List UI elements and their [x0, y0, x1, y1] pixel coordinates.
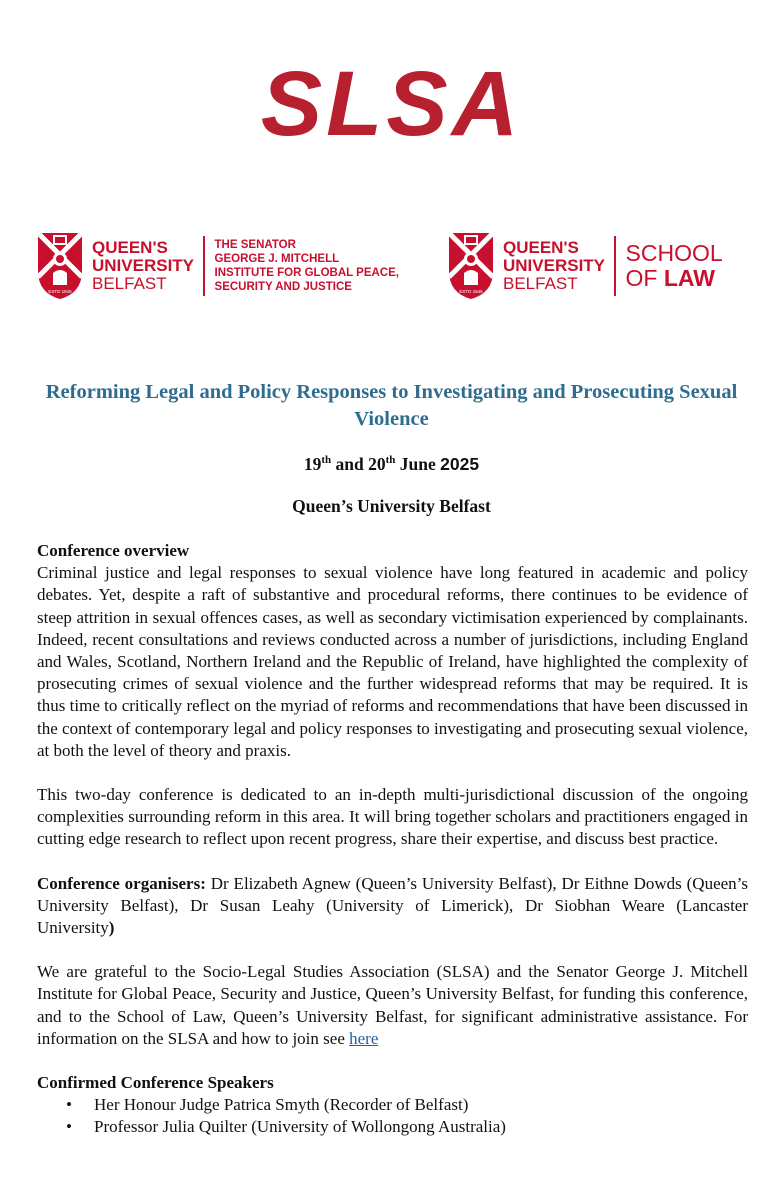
two-day-paragraph: This two-day conference is dedicated to an in-depth multi-jurisdictional discussion of the ongoing complexities surrounding reform in this area. It will bring together scholars and practitioners engaged in cutting edge research to reflect upon recent progress, share their expertise, and discuss best practice. [37, 785, 748, 849]
conference-title: Reforming Legal and Policy Responses to Investigating and Prosecuting Sexual Violence [45, 381, 738, 430]
overview-heading: Conference overview [37, 541, 190, 560]
conference-date: 19th and 20th June 2025 [303, 454, 480, 474]
speakers-list [37, 1094, 748, 1138]
qub-crest-icon [447, 231, 495, 301]
logo-divider [203, 236, 205, 296]
slsa-logo: SLSA [260, 53, 523, 155]
logo-divider [614, 236, 616, 296]
school-of-law-wordmark: SCHOOL OF LAW [625, 240, 723, 291]
list-item: • Professor Julia Quilter (University of Wollongong Australia) [94, 1116, 748, 1138]
conference-venue: Queen’s University Belfast [292, 496, 491, 516]
qub-wordmark: QUEEN'S UNIVERSITY BELFAST [503, 238, 606, 293]
organisers-paragraph: Conference organisers: Dr Elizabeth Agnew (Queen’s University Belfast), Dr Eithne Dowds (Queen’s University Belfast), Dr Susan Leahy (University of Limerick), Dr Siobhan Weare (Lancaster University) [37, 873, 748, 938]
qub-crest-icon [36, 231, 84, 301]
slsa-join-link[interactable]: here [349, 1028, 379, 1048]
mitchell-institute-wordmark: THE SENATOR GEORGE J. MITCHELL INSTITUTE FOR GLOBAL PEACE, SECURITY AND JUSTICE [214, 239, 399, 293]
svg-text:ESTD 1845: ESTD 1845 [459, 289, 483, 294]
qub-mitchell-institute-logo [36, 228, 399, 304]
organisers-heading: Conference organisers: [37, 873, 206, 893]
document-body [37, 540, 748, 1139]
overview-paragraph: Criminal justice and legal responses to sexual violence have long featured in academic and policy debates. Yet, despite a raft of substantive and procedural reforms, there continues to be evidence of steep attrition in sexual offences cases, as well as secondary victimisation experienced by complainants. Indeed, recent consultations and reviews conducted across a number of jurisdictions, including England and Wales, Scotland, Northern Ireland and the Republic of Ireland, have highlighted the complexity of prosecuting crimes of sexual violence and the further widespread reforms that may be required. It is thus time to critically reflect on the myriad of reforms and recommendations that have been discussed in the context of contemporary legal and policy responses to investigating and prosecuting sexual violence, at both the level of theory and praxis. [37, 563, 748, 760]
svg-text:ESTD 1845: ESTD 1845 [48, 289, 72, 294]
speakers-heading: Confirmed Conference Speakers [37, 1073, 274, 1093]
qub-school-of-law-logo [447, 228, 723, 304]
list-item: • Her Honour Judge Patrica Smyth (Recorder of Belfast) [94, 1094, 748, 1116]
qub-wordmark: QUEEN'S UNIVERSITY BELFAST [92, 238, 195, 293]
funding-paragraph: We are grateful to the Socio-Legal Studies Association (SLSA) and the Senator George J. Mitchell Institute for Global Peace, Security and Justice, Queen’s University Belfast, for funding this conference, and to the School of Law, Queen’s University Belfast, for significant administrative assistance. For information on the SLSA and how to join see here [37, 962, 748, 1048]
